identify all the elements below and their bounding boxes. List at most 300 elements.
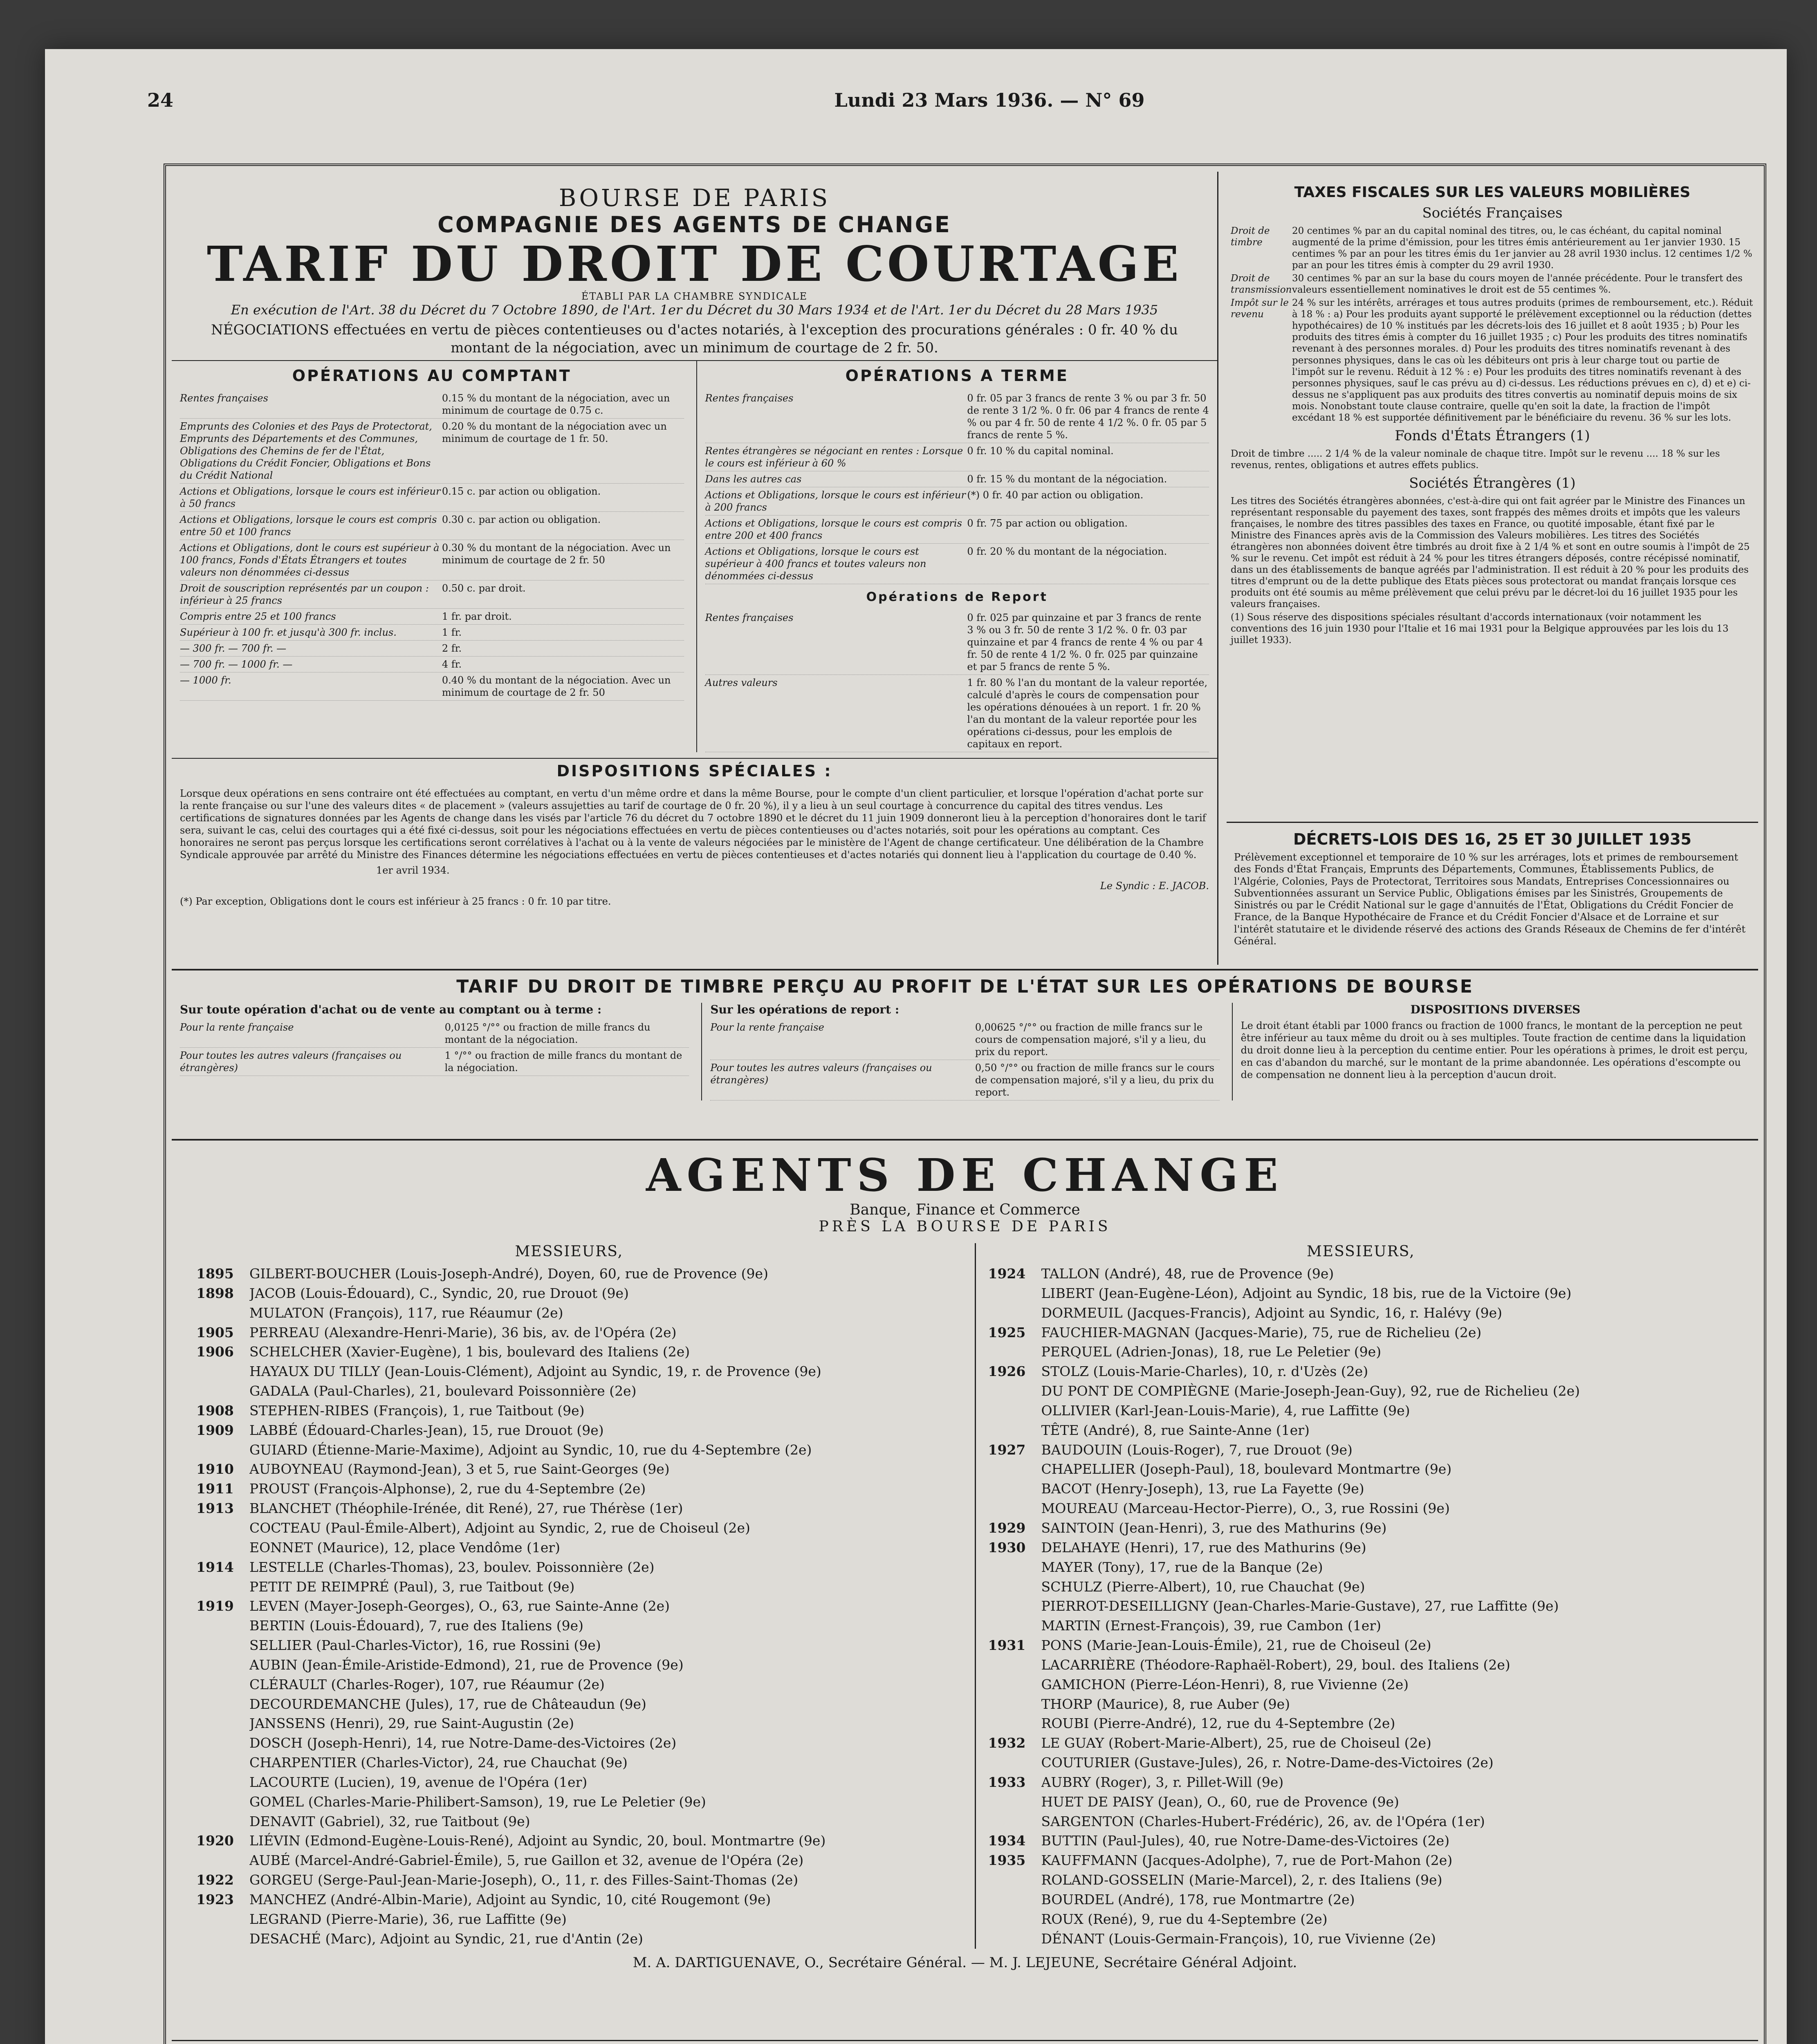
agent-name: PERREAU (Alexandre-Henri-Marie), 36 bis, av. de l'Opéra (2e) [249, 1324, 677, 1340]
report-row [705, 610, 1209, 675]
agent-year [988, 1753, 1041, 1773]
agent-year: 1922 [196, 1872, 234, 1888]
agent-row [196, 1401, 942, 1421]
row-label: Autres valeurs [705, 677, 778, 689]
agent-year: 1913 [196, 1500, 234, 1517]
comptant-row [180, 672, 684, 701]
agent-row [988, 1518, 1734, 1538]
agent-row [988, 1538, 1734, 1558]
tax-value: 30 centimes % par an sur la base du cours moyen de l'année précédente. Pour le transfert des valeurs essentiellement nominatives le droit est de 55 centimes %. [1292, 273, 1743, 296]
terme-rows [705, 390, 1209, 584]
comptant-row [180, 484, 684, 512]
comptant-row [180, 580, 684, 609]
agent-name: DORMEUIL (Jacques-Francis), Adjoint au Syndic, 16, r. Halévy (9e) [1041, 1304, 1503, 1321]
agent-year [196, 1773, 249, 1792]
terme-row [705, 544, 1209, 584]
taxes-fiscales [1227, 172, 1758, 818]
agent-year: 1923 [196, 1892, 234, 1907]
agent-name: STEPHEN-RIBES (François), 1, rue Taitbout (9e) [249, 1402, 585, 1419]
agent-year [988, 1929, 1041, 1949]
comptant-row [180, 625, 684, 641]
agent-row [988, 1264, 1734, 1284]
agent-name: GORGEU (Serge-Paul-Jean-Marie-Joseph), O., 11, r. des Filles-Saint-Thomas (2e) [249, 1872, 799, 1888]
row-value: 0.15 % du montant de la négociation, avec un minimum de courtage de 0.75 c. [442, 392, 670, 417]
agent-row [988, 1851, 1734, 1870]
row-label: Compris entre 25 et 100 francs [180, 611, 336, 623]
agent-year [988, 1694, 1041, 1714]
agent-name: BLANCHET (Théophile-Irénée, dit René), 27, rue Thérèse (1er) [249, 1500, 683, 1517]
agent-name: DU PONT DE COMPIÈGNE (Marie-Joseph-Jean-Guy), 92, rue de Richelieu (2e) [1041, 1383, 1580, 1399]
terme-row [705, 443, 1209, 471]
agent-name: ROUX (René), 9, rue du 4-Septembre (2e) [1041, 1911, 1328, 1927]
terme-column [696, 361, 1209, 752]
agent-row [196, 1870, 942, 1890]
agent-year [988, 1870, 1041, 1890]
agent-name: OLLIVIER (Karl-Jean-Louis-Marie), 4, rue Laffitte (9e) [1041, 1402, 1410, 1419]
etr-note: (1) Sous réserve des dispositions spéciales résultant d'accords internationaux (voir notamment les conventions des 16 juin 1930 pour l'Italie et 16 mai 1931 pour la Belgique approuvées par les lois du 13 juillet 1933). [1231, 612, 1729, 646]
comptant-row [180, 657, 684, 672]
agent-year: 1908 [196, 1402, 234, 1419]
agent-row [988, 1870, 1734, 1890]
operations-columns [172, 361, 1217, 752]
agent-row [196, 1636, 942, 1655]
row-value: 0 fr. 05 par 3 francs de rente 3 % ou par 3 fr. 50 de rente 3 1/2 %. 0 fr. 06 par 4 francs de rente 4 % ou par 4 fr. 50 de rente 4 1/2 %. 0 fr. 05 par 5 francs de rente 5 %. [967, 392, 1209, 441]
agent-row [988, 1655, 1734, 1675]
agent-row [196, 1753, 942, 1773]
agent-year [988, 1655, 1041, 1675]
issue-date: Lundi 23 Mars 1936. — N° 69 [834, 89, 1145, 111]
agent-year: 1935 [988, 1852, 1026, 1869]
row-label: Pour toutes les autres valeurs (françaises ou étrangères) [180, 1050, 402, 1074]
dispositions-text: Lorsque deux opérations en sens contraire ont été effectuées au comptant, en vertu d'un même ordre et dans la même Bourse, pour le compte d'un client particulier, et lorsque l'opération d'achat porte sur la rente française ou sur l'une des valeurs dites « de placement » (valeurs assujetties au tarif de courtage de 0 fr. 20 %), il y a lieu à un seul courtage à concurrence du capital des titres vendus. Les certifications de signatures données par les Agents de change dans les visés par l'article 76 du décret du 7 octobre 1890 et le décret du 11 juin 1909 donneront lieu à la perception d'honoraires dont le tarif sera, suivant le cas, celui des courtages qui a été fixé ci-dessus, soit pour les négociations effectuées en vertu de pièces contentieuses ou d'actes notariés, soit pour les opérations au comptant. Ces honoraires ne seront pas perçus lorsque les certifications seront corrélatives à l'achat ou à la vente de valeurs négociées par le ministère de l'Agent de change certificateur. Une délibération de la Chambre Syndicale approuvée par arrêté du Ministre des Finances détermine les négociations effectuées en vertu de pièces contentieuses et d'actes notariés qui donnent lieu à l'application du courtage de 0.40 %. [180, 788, 1206, 861]
agent-name: THORP (Maurice), 8, rue Auber (9e) [1041, 1696, 1290, 1712]
agent-year [196, 1733, 249, 1753]
agent-year [988, 1910, 1041, 1929]
timbre-comptant-row [180, 1020, 689, 1048]
comptant-row [180, 390, 684, 419]
comptant-column [180, 361, 684, 752]
agent-name: JACOB (Louis-Édouard), C., Syndic, 20, rue Drouot (9e) [249, 1285, 629, 1301]
agent-year [988, 1714, 1041, 1733]
terme-row [705, 471, 1209, 487]
timbre-report [701, 1003, 1219, 1100]
comptant-row [180, 540, 684, 580]
societes-etrangeres-heading: Sociétés Étrangères (1) [1409, 475, 1576, 491]
agent-year: 1932 [988, 1735, 1026, 1751]
row-value: 0,50 °/°° ou fraction de mille francs sur le cours de compensation majoré, s'il y a lieu, du prix du report. [975, 1062, 1215, 1098]
agent-row [988, 1577, 1734, 1597]
agent-name: GOMEL (Charles-Marie-Philibert-Samson), 19, rue Le Peletier (9e) [249, 1793, 706, 1810]
agent-name: DELAHAYE (Henri), 17, rue des Mathurins (9e) [1041, 1539, 1366, 1555]
agent-row [196, 1381, 942, 1401]
agent-name: PONS (Marie-Jean-Louis-Émile), 21, rue de Choiseul (2e) [1041, 1637, 1431, 1654]
agent-name: TALLON (André), 48, rue de Provence (9e) [1041, 1266, 1334, 1282]
agent-name: ROLAND-GOSSELIN (Marie-Marcel), 2, r. des Italiens (9e) [1041, 1872, 1442, 1888]
agent-name: COUTURIER (Gustave-Jules), 26, r. Notre-Dame-des-Victoires (2e) [1041, 1755, 1494, 1771]
agent-row [988, 1459, 1734, 1479]
tax-value: 20 centimes % par an du capital nominal des titres, ou, le cas échéant, du capital nominal augmenté de la prime d'émission, pour les titres émis antérieurement au 1er janvier 1930. 15 centimes % par an pour les titres émis du 1er janvier au 28 avril 1930 inclus. 12 centimes 1/2 % par an pour les titres émis à compter du 29 avril 1930. [1292, 226, 1752, 271]
agent-name: GILBERT-BOUCHER (Louis-Joseph-André), Doyen, 60, rue de Provence (9e) [249, 1266, 768, 1282]
agent-row [988, 1714, 1734, 1733]
row-label: Rentes françaises [180, 392, 268, 404]
decrets-lois [1227, 822, 1758, 965]
timbre-report-row [710, 1020, 1219, 1060]
row-label: Rentes françaises [705, 392, 794, 404]
agent-year: 1898 [196, 1285, 234, 1301]
taxes-title: TAXES FISCALES SUR LES VALEURS MOBILIÈRES [1294, 184, 1691, 201]
agent-name: GADALA (Paul-Charles), 21, boulevard Poissonnière (2e) [249, 1383, 637, 1399]
agent-row [988, 1733, 1734, 1753]
agent-name: DÉNANT (Louis-Germain-François), 10, rue Vivienne (2e) [1041, 1930, 1436, 1947]
row-value: (*) 0 fr. 40 par action ou obligation. [967, 489, 1144, 501]
agents-de-change [172, 1145, 1758, 2036]
agent-name: DENAVIT (Gabriel), 32, rue Taitbout (9e) [249, 1813, 530, 1829]
row-value: 0,00625 °/°° ou fraction de mille francs sur le cours de compensation majoré, s'il y a lieu, du prix du report. [975, 1022, 1207, 1058]
agent-name: GAMICHON (Pierre-Léon-Henri), 8, rue Vivienne (2e) [1041, 1676, 1409, 1692]
agent-row [196, 1831, 942, 1851]
agent-row [988, 1303, 1734, 1323]
agent-row [988, 1616, 1734, 1636]
timbre-comptant-rows [180, 1020, 689, 1076]
timbre-diverses [1232, 1003, 1750, 1100]
agent-year [196, 1440, 249, 1460]
agent-row [988, 1910, 1734, 1929]
timbre-comptant-row [180, 1048, 689, 1076]
agent-row [988, 1381, 1734, 1401]
agent-name: MAYER (Tony), 17, rue de la Banque (2e) [1041, 1559, 1323, 1575]
agent-year [988, 1558, 1041, 1577]
row-label: Actions et Obligations, lorsque le cours est inférieur à 50 francs [180, 486, 441, 510]
agent-year [196, 1714, 249, 1733]
agent-row [196, 1303, 942, 1323]
agent-row [196, 1518, 942, 1538]
row-label: Dans les autres cas [705, 473, 802, 485]
timbre-comptant-title: Sur toute opération d'achat ou de vente au comptant ou à terme : [180, 1003, 602, 1016]
agent-year: 1933 [988, 1774, 1026, 1790]
agent-name: CLÉRAULT (Charles-Roger), 107, rue Réaumur (2e) [249, 1676, 605, 1692]
terme-row [705, 390, 1209, 443]
agent-name: SCHELCHER (Xavier-Eugène), 1 bis, boulevard des Italiens (2e) [249, 1344, 690, 1360]
messieurs-left: MESSIEURS, [515, 1243, 624, 1260]
agent-name: AUBIN (Jean-Émile-Aristide-Edmond), 21, rue de Provence (9e) [249, 1656, 684, 1673]
agent-row [196, 1714, 942, 1733]
agent-name: LACOURTE (Lucien), 19, avenue de l'Opéra (1er) [249, 1774, 588, 1790]
agent-name: AUBRY (Roger), 3, r. Pillet-Will (9e) [1041, 1774, 1284, 1790]
agent-row [988, 1421, 1734, 1440]
row-label: — 300 fr. — 700 fr. — [180, 643, 287, 654]
agent-year: 1925 [988, 1324, 1026, 1340]
agent-year [988, 1284, 1041, 1303]
agent-year [988, 1381, 1041, 1401]
row-value: 4 fr. [442, 659, 462, 670]
agent-row [988, 1479, 1734, 1499]
agent-name: SELLIER (Paul-Charles-Victor), 16, rue Rossini (9e) [249, 1637, 601, 1654]
agent-name: HAYAUX DU TILLY (Jean-Louis-Clément), Adjoint au Syndic, 19, r. de Provence (9e) [249, 1363, 821, 1380]
row-label: Rentes étrangères se négociant en rentes : Lorsque le cours est inférieur à 60 % [705, 445, 963, 469]
agent-row [988, 1558, 1734, 1577]
agent-year [196, 1753, 249, 1773]
agent-year: 1934 [988, 1833, 1026, 1849]
agent-year: 1930 [988, 1539, 1026, 1555]
agent-year: 1895 [196, 1266, 234, 1282]
agent-name: PIERROT-DESEILLIGNY (Jean-Charles-Marie-Gustave), 27, rue Laffitte (9e) [1041, 1598, 1559, 1614]
agent-year [988, 1812, 1041, 1831]
agent-name: GUIARD (Étienne-Marie-Maxime), Adjoint au Syndic, 10, rue du 4-Septembre (2e) [249, 1441, 812, 1458]
row-label: Pour la rente française [180, 1022, 294, 1033]
agent-year [196, 1616, 249, 1636]
tax-row [1227, 296, 1758, 424]
agent-year: 1909 [196, 1422, 234, 1438]
terme-title: OPÉRATIONS A TERME [845, 367, 1069, 385]
decrets-title: DÉCRETS-LOIS DES 16, 25 ET 30 JUILLET 1935 [1293, 830, 1691, 848]
fonds-text: Droit de timbre ..... 2 1/4 % de la valeur nominale de chaque titre. Impôt sur le revenu .... 18 % sur les revenus, rentes, obligations et autres effets publics. [1231, 448, 1720, 471]
agent-row [196, 1323, 942, 1342]
agent-row [196, 1499, 942, 1518]
agent-row [988, 1929, 1734, 1949]
comptant-rows [180, 390, 684, 701]
negociations-text: NÉGOCIATIONS effectuées en vertu de pièces contentieuses ou d'actes notariés, à l'exception des procurations générales : 0 fr. 40 % du montant de la négociation, avec un minimum de courtage de 2 fr. 50. [172, 318, 1217, 361]
tax-row [1227, 224, 1758, 272]
row-label: Droit de souscription représentés par un coupon : inférieur à 25 francs [180, 583, 429, 607]
timbre-title: TARIF DU DROIT DE TIMBRE PERÇU AU PROFIT DE L'ÉTAT SUR LES OPÉRATIONS DE BOURSE [456, 976, 1474, 997]
agent-name: BAUDOUIN (Louis-Roger), 7, rue Drouot (9e) [1041, 1441, 1353, 1458]
agent-year [196, 1636, 249, 1655]
agent-name: AUBÉ (Marcel-André-Gabriel-Émile), 5, rue Gaillon et 32, avenue de l'Opéra (2e) [249, 1852, 804, 1869]
agent-year [988, 1616, 1041, 1636]
agent-year: 1926 [988, 1363, 1026, 1380]
agent-year [988, 1303, 1041, 1323]
agent-name: LACARRIÈRE (Théodore-Raphaël-Robert), 29, boul. des Italiens (2e) [1041, 1656, 1510, 1673]
societes-francaises-heading: Sociétés Françaises [1422, 205, 1563, 221]
agent-name: CHARPENTIER (Charles-Victor), 24, rue Chauchat (9e) [249, 1755, 628, 1771]
secretary-line: M. A. DARTIGUENAVE, O., Secrétaire Général. — M. J. LEJEUNE, Secrétaire Général Adjoint. [633, 1954, 1297, 1971]
agent-year: 1911 [196, 1481, 234, 1497]
row-value: 0,0125 °/°° ou fraction de mille francs du montant de la négociation. [444, 1022, 651, 1045]
row-label: Actions et Obligations, lorsque le cours est compris entre 200 et 400 francs [705, 518, 962, 542]
agent-name: SARGENTON (Charles-Hubert-Frédéric), 26, av. de l'Opéra (1er) [1041, 1813, 1485, 1829]
agent-name: DECOURDEMANCHE (Jules), 17, rue de Châteaudun (9e) [249, 1696, 646, 1712]
societes-etrangeres-note [1227, 611, 1758, 647]
agent-row [988, 1812, 1734, 1831]
agent-name: CHAPELLIER (Joseph-Paul), 18, boulevard Montmartre (9e) [1041, 1461, 1452, 1477]
row-value: 2 fr. [442, 643, 462, 654]
agent-row [988, 1792, 1734, 1812]
agent-row [196, 1264, 942, 1284]
agent-year [196, 1303, 249, 1323]
report-title: Opérations de Report [866, 590, 1048, 605]
agent-row [196, 1929, 942, 1949]
agent-name: PETIT DE REIMPRÉ (Paul), 3, rue Taitbout (9e) [249, 1578, 575, 1595]
row-label: Rentes françaises [705, 612, 794, 624]
agent-row [196, 1479, 942, 1499]
agent-name: LIBERT (Jean-Eugène-Léon), Adjoint au Syndic, 18 bis, rue de la Victoire (9e) [1041, 1285, 1572, 1301]
agent-year: 1920 [196, 1833, 234, 1849]
agent-row [196, 1773, 942, 1792]
agent-year [196, 1362, 249, 1381]
agent-year: 1919 [196, 1598, 234, 1614]
agent-row [988, 1694, 1734, 1714]
agent-name: MULATON (François), 117, rue Réaumur (2e) [249, 1304, 563, 1321]
agent-row [988, 1342, 1734, 1362]
row-value: 1 fr. par droit. [442, 611, 512, 623]
agent-row [196, 1284, 942, 1303]
tariff-footnote: (*) Par exception, Obligations dont le cours est inférieur à 25 francs : 0 fr. 10 par titre. [180, 896, 611, 908]
report-row [705, 675, 1209, 752]
tax-rows [1227, 224, 1758, 424]
agent-row [988, 1284, 1734, 1303]
agent-row [988, 1596, 1734, 1616]
tax-key: Droit de timbre [1231, 226, 1270, 248]
agent-name: LEVEN (Mayer-Joseph-Georges), O., 63, rue Sainte-Anne (2e) [249, 1598, 670, 1614]
row-value: 0.50 c. par droit. [442, 583, 526, 594]
agent-row [196, 1596, 942, 1616]
fonds-etrangers-text [1227, 447, 1758, 472]
agent-year [196, 1812, 249, 1831]
row-value: 0 fr. 20 % du montant de la négociation. [967, 546, 1167, 558]
agent-year [988, 1596, 1041, 1616]
established-note: ÉTABLI PAR LA CHAMBRE SYNDICALE [581, 290, 808, 302]
agent-year [988, 1479, 1041, 1499]
agent-name: PROUST (François-Alphonse), 2, rue du 4-Septembre (2e) [249, 1481, 646, 1497]
diverses-title: DISPOSITIONS DIVERSES [1410, 1003, 1581, 1016]
timbre-report-rows [710, 1020, 1219, 1100]
row-value: 0.40 % du montant de la négociation. Avec un minimum de courtage de 2 fr. 50 [442, 675, 671, 699]
agent-row [196, 1459, 942, 1479]
tax-value: 24 % sur les intérêts, arrérages et tous autres produits (primes de remboursement, etc.). Réduit à 18 % : a) Pour les produits ayant supporté le prélèvement exceptionnel ou la réduction (dettes hypothécaires) de 10 % institués par les décrets-lois des 16 juillet et 8 août 1935 ; b) Pour les produits des titres émis à compter du 16 juillet 1935 ; c) Pour les produits des titres nominatifs revenant à des personnes morales. d) Pour les produits des titres nominatifs revenant à des personnes physiques, dans le cas où les débiteurs ont pris à leur charge tout ou partie de l'impôt sur le revenu. Réduit à 12 % : e) Pour les produits des titres nominatifs revenant à des personnes physiques, sauf le cas prévu au d) ci-dessus. Les réductions prévues en c), d) et e) ci-dessus ne s'appliquent pas aux produits des titres convertis au nominatif depuis moins de six mois. Nonobstant toute clause contraire, quelle qu'en soit la date, la fraction de l'impôt excédant 18 % est supportée définitivement par le bénéficiaire du revenu. 36 % sur les lots. [1292, 298, 1753, 423]
row-label: Emprunts des Colonies et des Pays de Protectorat, Emprunts des Départements et des Communes, Obligations des Chemins de fer de l'État, Obligations du Crédit Foncier, Obligations et Bons du Crédit National [180, 421, 432, 482]
agent-row [196, 1851, 942, 1870]
agents-right-column [975, 1243, 1734, 1949]
agent-year [988, 1890, 1041, 1910]
timbre-comptant [180, 1003, 689, 1100]
dispositions-date: 1er avril 1934. [376, 865, 450, 876]
agent-name: DOSCH (Joseph-Henri), 14, rue Notre-Dame-des-Victoires (2e) [249, 1735, 677, 1751]
agent-year [988, 1499, 1041, 1518]
page-number: 24 [147, 89, 174, 111]
timbre-tariff [172, 969, 1758, 1141]
etr-text: Les titres des Sociétés étrangères abonnées, c'est-à-dire qui ont fait agréer par le Ministre des Finances un représentant responsable du payement des taxes, sont frappés des mêmes droits et impôts que les valeurs françaises, le nombre des titres passibles des taxes en France, ou quotité imposable, étant fixé par le Ministre des Finances après avis de la Commission des Valeurs mobilières. Les titres des Sociétés étrangères non abonnées doivent être timbrés au droit fixe à 2 1/4 % et sont en outre soumis à l'impôt de 25 % sur le revenu. Cet impôt est réduit à 24 % pour les titres étrangers déposés, contre récépissé nominatif, dans un des établissements de banque agréés par l'administration. Il est réduit à 20 % pour les produits des titres d'emprunt ou de la dette publique des Etats pièces sous protectorat ou mandat français lorsque ces produits ont été soumis au même prélèvement que celui prévu par le décret-loi du 16 juillet 1935 pour les valeurs françaises. [1231, 495, 1750, 610]
row-value: 0 fr. 15 % du montant de la négociation. [967, 473, 1167, 485]
agent-year [988, 1421, 1041, 1440]
row-label: Actions et Obligations, lorsque le cours est compris entre 50 et 100 francs [180, 514, 437, 538]
courtage-tariff [172, 172, 1218, 965]
decrets-text: Prélèvement exceptionnel et temporaire de 10 % sur les arrérages, lots et primes de remboursement des Fonds d'État Français, Emprunts des Départements, Communes, Établissements Publics, de l'Algérie, Colonies, Pays de Protectorat, Territoires sous Mandats, Entreprises Concessionnaires ou Subventionnées assurant un Service Public, Obligations émises par les Sinistrés, Groupements de Sinistrés ou par le Crédit National sur le gage d'annuités de l'État, Obligations du Crédit Foncier de France, de la Banque Hypothécaire de France et du Crédit Foncier d'Alsace et de Lorraine et sur l'intérêt statutaire et le dividende réservé des actions des Grands Réseaux de Chemins de fer d'intérêt Général. [1234, 852, 1746, 947]
agent-row [988, 1636, 1734, 1655]
agents-right-list [988, 1264, 1734, 1949]
bourse-heading: BOURSE DE PARIS [559, 184, 830, 212]
agent-name: SAINTOIN (Jean-Henri), 3, rue des Mathurins (9e) [1041, 1520, 1387, 1536]
agent-year: 1927 [988, 1441, 1026, 1458]
agent-name: PERQUEL (Adrien-Jonas), 18, rue Le Peletier (9e) [1041, 1344, 1382, 1360]
compagnie-heading: COMPAGNIE DES AGENTS DE CHANGE [437, 212, 951, 238]
row-value: 0.15 c. par action ou obligation. [442, 486, 601, 498]
societes-etrangeres-text [1227, 495, 1758, 611]
agent-name: LE GUAY (Robert-Marie-Albert), 25, rue de Choiseul (2e) [1041, 1735, 1431, 1751]
agent-name: MANCHEZ (André-Albin-Marie), Adjoint au Syndic, 10, cité Rougemont (9e) [249, 1892, 771, 1907]
agent-row [196, 1694, 942, 1714]
agent-row [988, 1753, 1734, 1773]
row-label: Actions et Obligations, dont le cours est supérieur à 100 francs, Fonds d'États Étrangers et toutes valeurs non dénommées ci-dessus [180, 542, 440, 578]
agent-name: BUTTIN (Paul-Jules), 40, rue Notre-Dame-des-Victoires (2e) [1041, 1833, 1450, 1849]
agent-year: 1931 [988, 1637, 1026, 1654]
agent-year [196, 1910, 249, 1929]
row-value: 0 fr. 025 par quinzaine et par 3 francs de rente 3 % ou 3 fr. 50 de rente 3 1/2 %. 0 fr. 03 par quinzaine et par 4 francs de rente 4 % ou par 4 fr. 50 de rente 4 1/2 %. 0 fr. 025 par quinzaine et par 5 francs de rente 5 %. [967, 612, 1203, 673]
agent-row [988, 1440, 1734, 1460]
row-label: Supérieur à 100 fr. et jusqu'à 300 fr. inclus. [180, 627, 397, 639]
agents-subtitle: Banque, Finance et Commerce [850, 1201, 1080, 1218]
row-label: Actions et Obligations, lorsque le cours est inférieur à 200 francs [705, 489, 966, 513]
agent-row [196, 1910, 942, 1929]
agent-name: JANSSENS (Henri), 29, rue Saint-Augustin (2e) [249, 1715, 574, 1732]
timbre-report-row [710, 1060, 1219, 1100]
agent-name: DESACHÉ (Marc), Adjoint au Syndic, 21, rue d'Antin (2e) [249, 1930, 643, 1947]
agent-year [988, 1577, 1041, 1597]
agent-year [196, 1851, 249, 1870]
row-label: — 1000 fr. [180, 675, 231, 686]
agent-year: 1905 [196, 1324, 234, 1340]
agent-row [196, 1577, 942, 1597]
agent-year [988, 1675, 1041, 1694]
agent-row [988, 1499, 1734, 1518]
chambre-syndicale [172, 2040, 1758, 2044]
agent-name: BERTIN (Louis-Édouard), 7, rue des Italiens (9e) [249, 1618, 583, 1634]
agent-year [196, 1694, 249, 1714]
agent-year: 1929 [988, 1520, 1026, 1536]
agents-columns [172, 1243, 1758, 1949]
diverses-text: Le droit étant établi par 1000 francs ou fraction de 1000 francs, le montant de la perception ne peut être inférieur au taux même du droit ou à ses multiples. Toute fraction de centime dans la liquidation du droit donne lieu à la perception du centime entier. Pour les opérations à primes, le droit est perçu, en cas d'abandon du marché, sur le montant de la prime abandonnée. Les opérations d'escompte ou de compensation ne donnent lieu à la perception d'aucun droit. [1240, 1020, 1748, 1080]
agent-name: HUET DE PAISY (Jean), O., 60, rue de Provence (9e) [1041, 1793, 1399, 1810]
agent-row [988, 1323, 1734, 1342]
agent-row [196, 1558, 942, 1577]
agent-name: LEGRAND (Pierre-Marie), 36, rue Laffitte (9e) [249, 1911, 567, 1927]
comptant-row [180, 419, 684, 484]
agent-name: BACOT (Henry-Joseph), 13, rue La Fayette (9e) [1041, 1481, 1364, 1497]
agents-subtitle-2: PRÈS LA BOURSE DE PARIS [819, 1218, 1111, 1235]
agent-row [988, 1401, 1734, 1421]
agent-name: MARTIN (Ernest-François), 39, rue Cambon (1er) [1041, 1618, 1381, 1634]
report-rows [705, 610, 1209, 752]
agent-row [196, 1342, 942, 1362]
agent-name: COCTEAU (Paul-Émile-Albert), Adjoint au Syndic, 2, rue de Choiseul (2e) [249, 1520, 750, 1536]
row-value: 1 fr. [442, 627, 462, 639]
tax-row [1227, 272, 1758, 296]
comptant-title: OPÉRATIONS AU COMPTANT [292, 367, 572, 385]
row-label: Pour la rente française [710, 1022, 824, 1033]
agent-row [988, 1831, 1734, 1851]
row-label: Actions et Obligations, lorsque le cours est supérieur à 400 francs et toutes valeurs non dénommées ci-dessus [705, 546, 926, 582]
row-label: Pour toutes les autres valeurs (françaises ou étrangères) [710, 1062, 932, 1086]
agent-row [988, 1675, 1734, 1694]
agent-row [196, 1812, 942, 1831]
comptant-row [180, 641, 684, 657]
agent-year [196, 1929, 249, 1949]
running-head [147, 82, 1709, 119]
agent-name: SCHULZ (Pierre-Albert), 10, rue Chauchat (9e) [1041, 1578, 1365, 1595]
terme-row [705, 487, 1209, 515]
chambre-line-1 [172, 2041, 1758, 2044]
agent-year [196, 1577, 249, 1597]
agents-title: AGENTS DE CHANGE [646, 1149, 1284, 1201]
agent-row [988, 1362, 1734, 1381]
execution-note: En exécution de l'Art. 38 du Décret du 7 Octobre 1890, de l'Art. 1er du Décret du 30 Mars 1934 et de l'Art. 1er du Décret du 28 Mars 1935 [231, 302, 1158, 318]
agent-row [196, 1421, 942, 1440]
agent-name: BOURDEL (André), 178, rue Montmartre (2e) [1041, 1892, 1355, 1907]
comptant-row [180, 512, 684, 540]
row-value: 0 fr. 75 par action ou obligation. [967, 518, 1128, 529]
messieurs-right: MESSIEURS, [1306, 1243, 1415, 1260]
agent-name: AUBOYNEAU (Raymond-Jean), 3 et 5, rue Saint-Georges (9e) [249, 1461, 670, 1477]
agent-name: EONNET (Maurice), 12, place Vendôme (1er) [249, 1539, 561, 1555]
